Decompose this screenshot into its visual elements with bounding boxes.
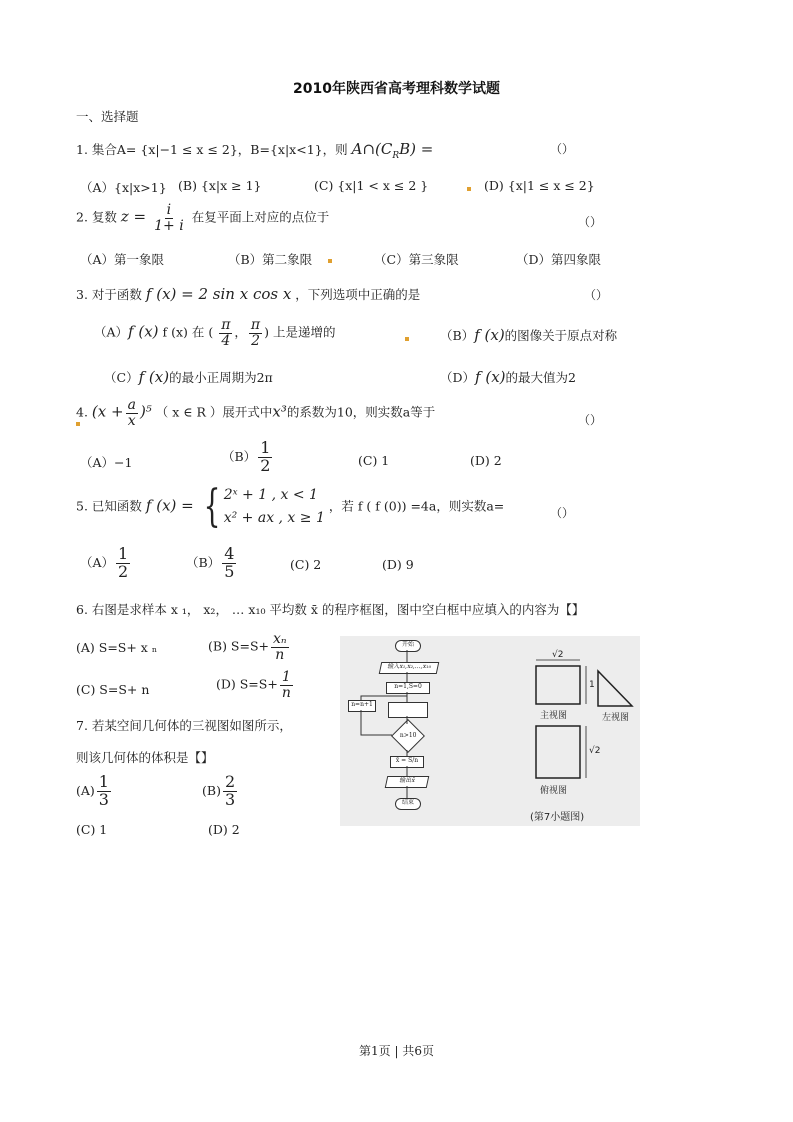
q6-option-c: (C) S=S+ n <box>76 682 150 697</box>
q4-answer-paren: （） <box>578 413 603 427</box>
figure-flowchart-and-views <box>340 636 640 826</box>
q2-option-d: （D）第四象限 <box>516 252 602 267</box>
question-7-stem-line2: 则该几何体的体积是【】 <box>76 750 214 765</box>
annotation-dot <box>467 187 471 191</box>
q4-option-c: (C) 1 <box>358 453 390 468</box>
q6-frac-d: $\frac{1}{n}$ <box>281 669 291 701</box>
q1-answer-paren: （） <box>550 142 575 156</box>
q5-piecewise: { 2ˣ + 1 , x < 1 x² + ax , x ≥ 1 <box>203 481 325 533</box>
side-view-label: 左视图 <box>602 713 630 723</box>
annotation-dot <box>328 259 332 263</box>
annotation-dot <box>405 337 409 341</box>
top-view-label: 俯视图 <box>540 786 568 796</box>
q4-option-b: （B） $\frac{1}{2}$ <box>222 438 271 475</box>
q2-fraction: $\frac{i}{1+ i}$ <box>154 202 184 234</box>
question-5-stem: 5. 已知函数 f (x) = { 2ˣ + 1 , x < 1 x² + ax , x ≥ 1 ，若 f ( f (0)) =4a，则实数a= <box>76 481 505 533</box>
q5-frac-a: $\frac{1}{2}$ <box>118 544 129 581</box>
question-7-stem-line1: 7. 若某空间几何体的三视图如图所示， <box>76 718 292 733</box>
q7-option-a: (A) $\frac{1}{3}$ <box>76 772 109 809</box>
flow-end: 结束 <box>395 798 421 810</box>
q7-option-b: (B) $\frac{2}{3}$ <box>202 772 236 809</box>
q2-option-b: （B）第二象限 <box>228 252 313 267</box>
question-4-stem: 4. (x + $\frac{a}{x}$ )⁵ （ x ∈ R ）展开式中x³的系数为10，则实数a等于 <box>76 397 436 429</box>
question-2-stem: 2. 复数 z = $\frac{i}{1+ i}$ 在复平面上对应的点位于 <box>76 202 330 234</box>
top-view-depth-label: √2 <box>589 746 601 756</box>
q1-option-d: (D) {x|1 ≤ x ≤ 2} <box>484 178 595 193</box>
question-6-stem: 6. 右图是求样本 x ₁， x₂， … x₁₀ 平均数 x̄ 的程序框图，图中空白框中应填入的内容为【】 <box>76 602 585 617</box>
q3-option-c: （C）f (x)的最小正周期为2π <box>104 368 273 386</box>
q5-frac-b: $\frac{4}{5}$ <box>224 544 235 581</box>
q2-option-c: （C）第三象限 <box>374 252 459 267</box>
question-1-stem <box>76 140 433 161</box>
section-heading: 一、选择题 <box>76 109 139 124</box>
q3-frac-pi4: $\frac{\pi}{4}$ <box>221 317 231 349</box>
q5-option-c: (C) 2 <box>290 557 322 572</box>
q7-option-c: (C) 1 <box>76 822 108 837</box>
q4-option-d: (D) 2 <box>470 453 502 468</box>
q3-frac-pi2: $\frac{\pi}{2}$ <box>250 317 261 349</box>
flow-input: 输入x₁,x₂,…,x₁₀ <box>379 662 440 674</box>
q1-option-a: （A）{x|x>1} <box>80 180 167 195</box>
front-view-width-label: √2 <box>552 650 564 660</box>
flow-increment: n=n+1 <box>348 700 376 712</box>
figure-caption: (第7小题图) <box>530 812 585 823</box>
q2-option-a: （A）第一象限 <box>80 252 165 267</box>
q3-option-d: （D）f (x)的最大值为2 <box>440 368 576 386</box>
q1-option-b: (B) {x|x ≥ 1} <box>178 178 262 193</box>
page-title: 2010年陕西省高考理科数学试题 <box>293 81 500 97</box>
q1-option-c: (C) {x|1 < x ≤ 2 } <box>314 178 429 193</box>
q2-answer-paren: （） <box>578 215 603 229</box>
annotation-dot <box>76 422 80 426</box>
q3-option-a: （A）f (x) f (x) 在 ( $\frac{\pi}{4}$ ， $\frac{\pi}{2}$ ) 上是递增的 <box>94 317 336 349</box>
q4-option-a: （A）−1 <box>80 455 133 470</box>
q4-fraction: $\frac{a}{x}$ <box>127 397 136 429</box>
q6-option-d: (D) S=S+ $\frac{1}{n}$ <box>216 669 291 701</box>
q4-frac-half: $\frac{1}{2}$ <box>260 438 271 475</box>
figure-connectors <box>340 636 640 826</box>
q3-answer-paren: （） <box>584 288 609 302</box>
q6-frac-b: $\frac{\text{xₙ}}{n}$ <box>273 631 287 663</box>
flow-output: 输出x̄ <box>385 776 430 788</box>
q3-option-b: （B）f (x)的图像关于原点对称 <box>440 326 618 344</box>
flow-decision: n>10 <box>391 719 425 753</box>
q6-option-a: (A) S=S+ x ₙ <box>76 640 158 655</box>
question-3-stem: 3. 对于函数 f (x) = 2 sin x cos x ，下列选项中正确的是 <box>76 285 421 303</box>
q5-option-d: (D) 9 <box>382 557 414 572</box>
front-view-height-label: 1 <box>589 680 595 690</box>
q5-option-b: （B） $\frac{4}{5}$ <box>186 544 235 581</box>
flow-mean: x̄ = S/n <box>390 756 424 768</box>
front-view-label: 主视图 <box>540 711 568 721</box>
q1-expression: $A\cap(C_RB)$ = <box>351 140 434 161</box>
q5-option-a: （A） $\frac{1}{2}$ <box>80 544 129 581</box>
q7-option-d: (D) 2 <box>208 822 240 837</box>
q6-option-b: (B) S=S+ $\frac{\text{xₙ}}{n}$ <box>208 631 287 663</box>
page-footer: 第1页 | 共6页 <box>359 1044 434 1058</box>
q1-stem-text: 1. 集合A= {x|−1 ≤ x ≤ 2}，B={x|x<1}，则 <box>76 142 348 157</box>
q7-frac-a: $\frac{1}{3}$ <box>98 772 109 809</box>
flow-start: 开始 <box>395 640 421 652</box>
flow-init: n=1,S=0 <box>386 682 430 694</box>
q7-frac-b: $\frac{2}{3}$ <box>224 772 236 809</box>
q5-answer-paren: （） <box>550 506 575 520</box>
